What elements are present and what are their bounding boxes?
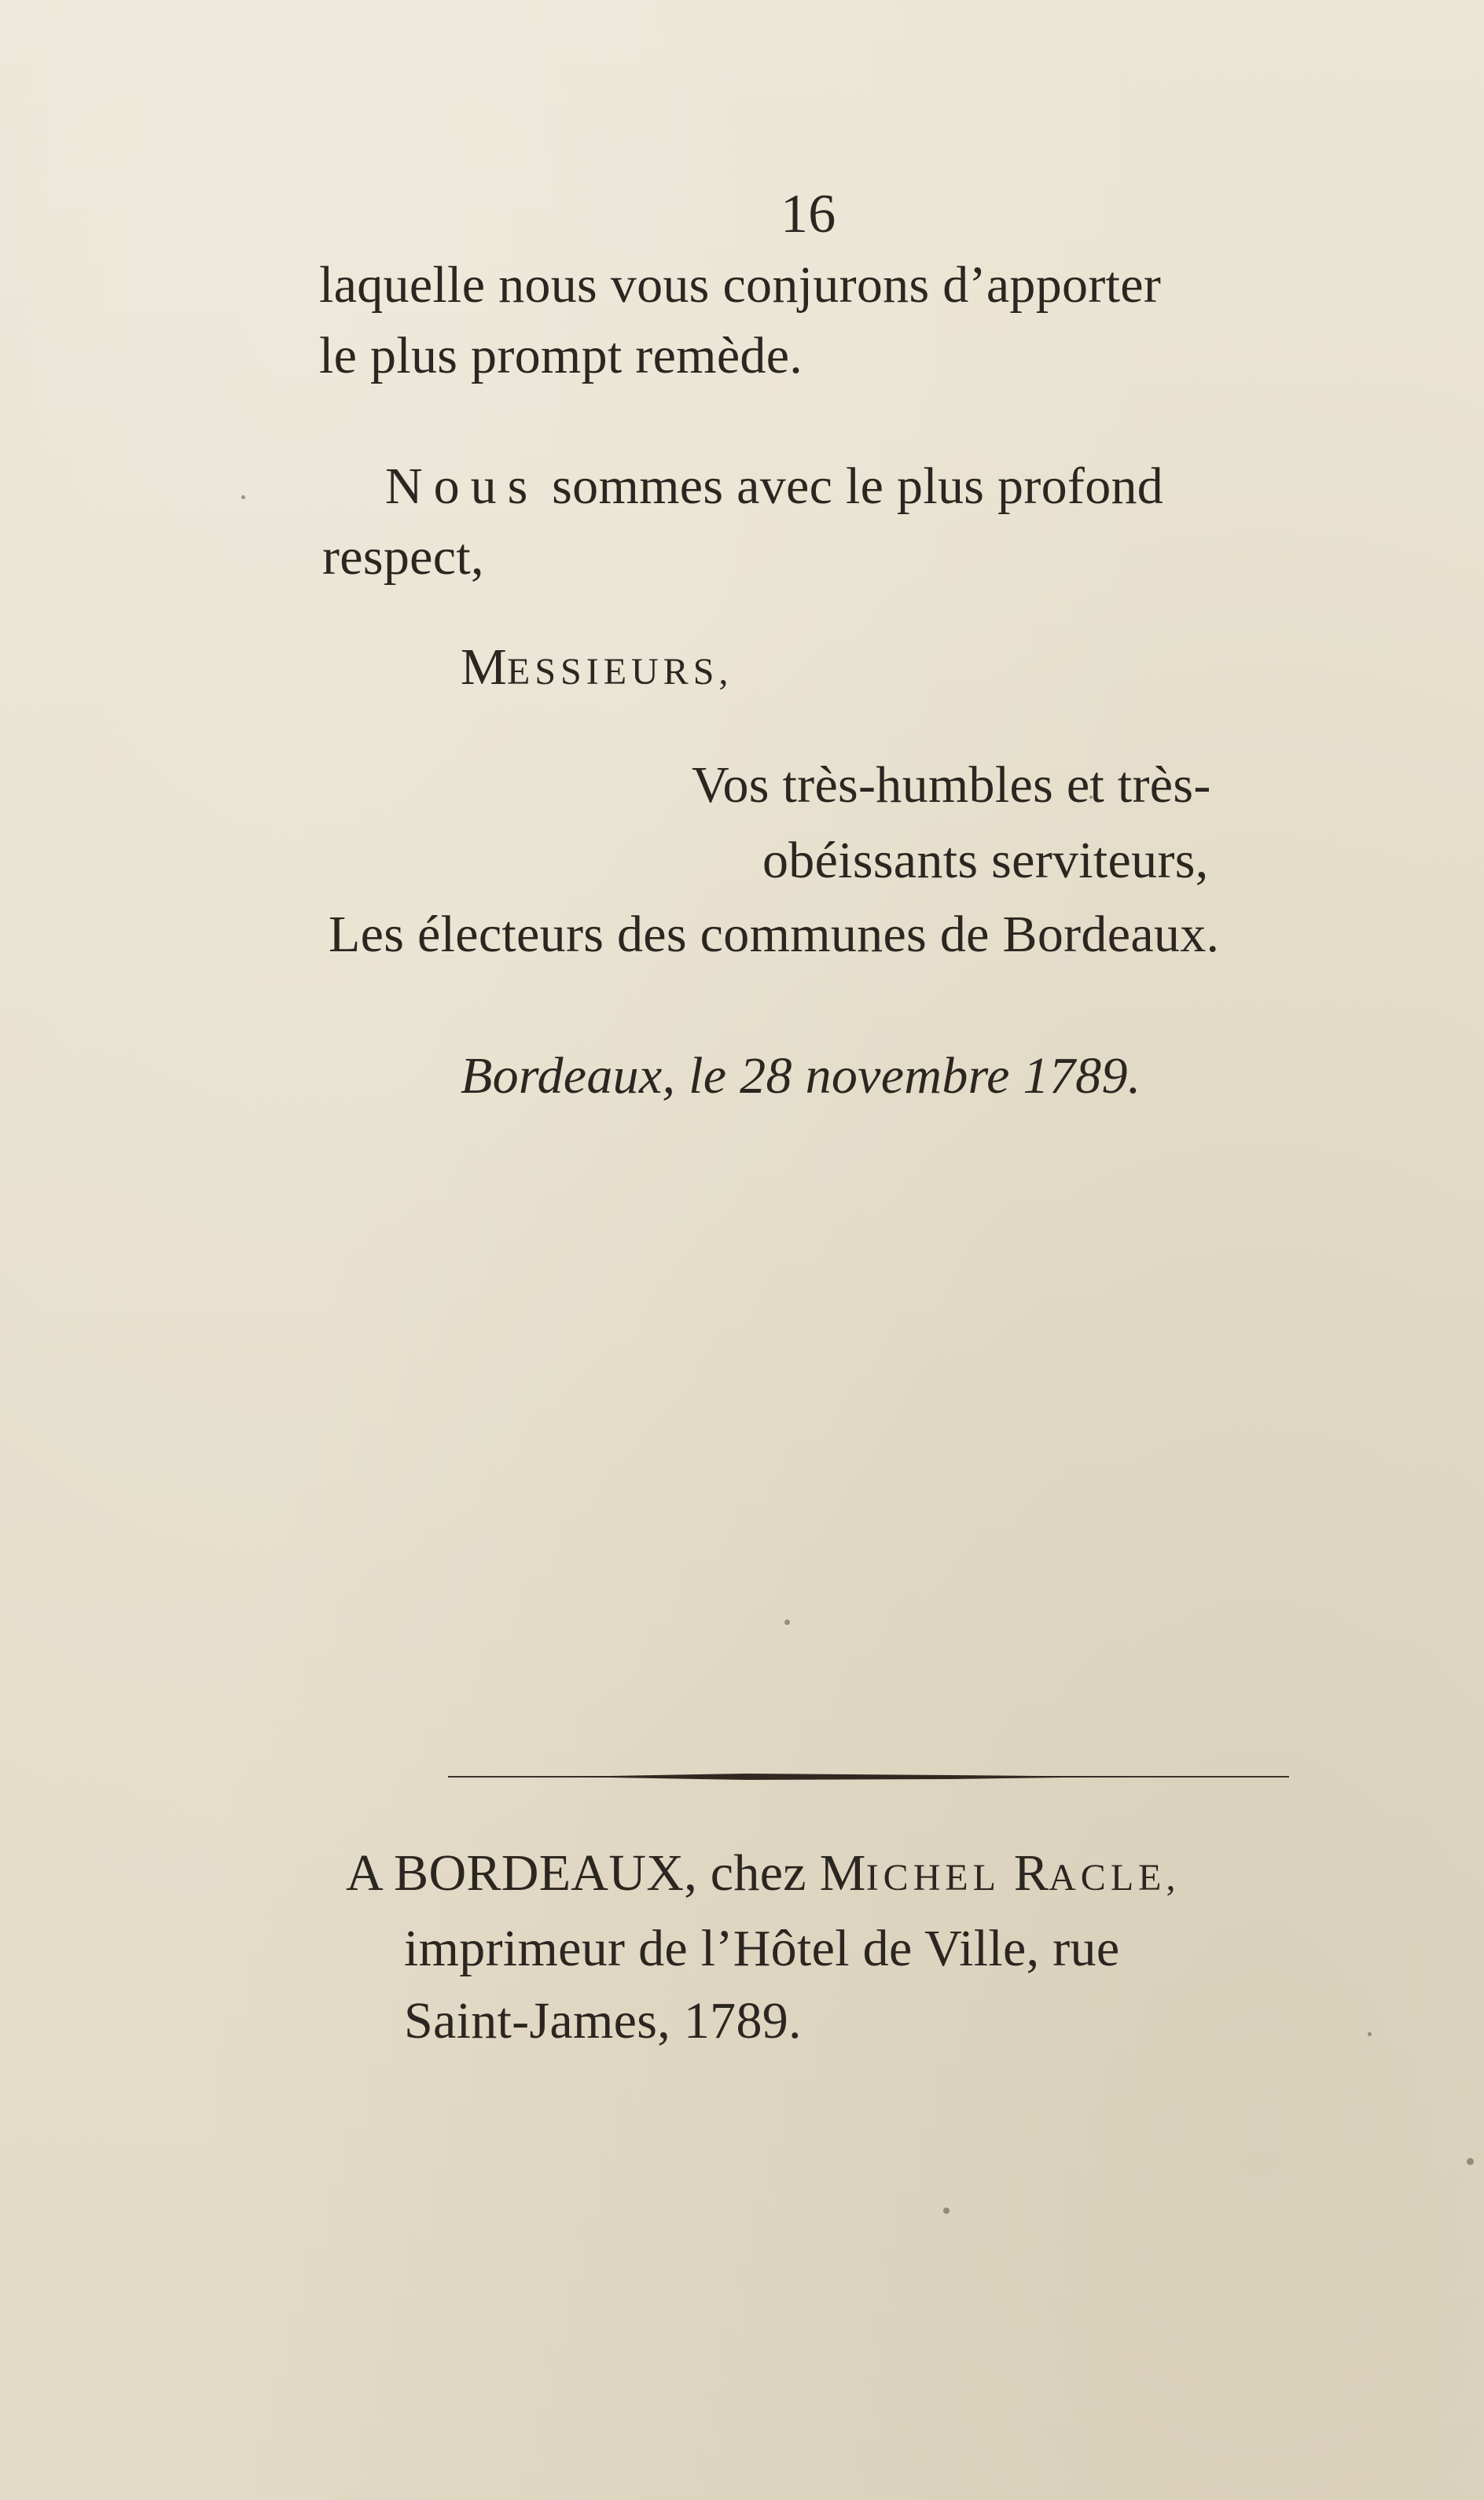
paper-speck xyxy=(943,2208,950,2214)
printer-last-initial: R xyxy=(1013,1844,1049,1902)
body-line-2: le plus prompt remède. xyxy=(319,327,803,384)
imprint-line-1 xyxy=(346,1844,1181,1902)
paper-speck xyxy=(1368,2032,1372,2036)
page-number: 16 xyxy=(781,184,836,244)
printer-last-rest: ACLE, xyxy=(1049,1857,1181,1899)
signoff-line-3: Les électeurs des communes de Bordeaux. xyxy=(329,906,1220,963)
imprint-line-2: imprimeur de l’Hôtel de Ville, rue xyxy=(404,1920,1120,1977)
closing-rest: sommes avec le plus profond xyxy=(552,458,1164,515)
printer-first-initial: M xyxy=(819,1844,866,1902)
salutation xyxy=(461,638,733,696)
paper-speck xyxy=(241,495,245,499)
paper-speck xyxy=(1089,796,1093,799)
closing-first-word: Nous xyxy=(385,458,539,515)
dateline: Bordeaux, le 28 novembre 1789. xyxy=(461,1047,1141,1105)
closing-line-1 xyxy=(385,458,1164,515)
printer-first-rest: ICHEL xyxy=(865,1857,1001,1899)
closing-line-2: respect, xyxy=(322,528,484,586)
signoff-line-2: obéissants serviteurs, xyxy=(762,832,1209,889)
imprint-line-3: Saint-James, 1789. xyxy=(404,1992,802,2050)
salutation-initial: M xyxy=(461,638,507,696)
signoff-line-1: Vos très-humbles et très- xyxy=(692,756,1211,814)
salutation-rest: ESSIEURS, xyxy=(507,651,733,693)
decorative-rule xyxy=(448,1772,1289,1781)
paper-speck xyxy=(1467,2158,1474,2165)
paper-speck xyxy=(784,1619,790,1625)
imprint-prefix: A BORDEAUX, chez xyxy=(346,1844,820,1902)
body-line-1: laquelle nous vous conjurons d’apporter xyxy=(319,256,1162,314)
